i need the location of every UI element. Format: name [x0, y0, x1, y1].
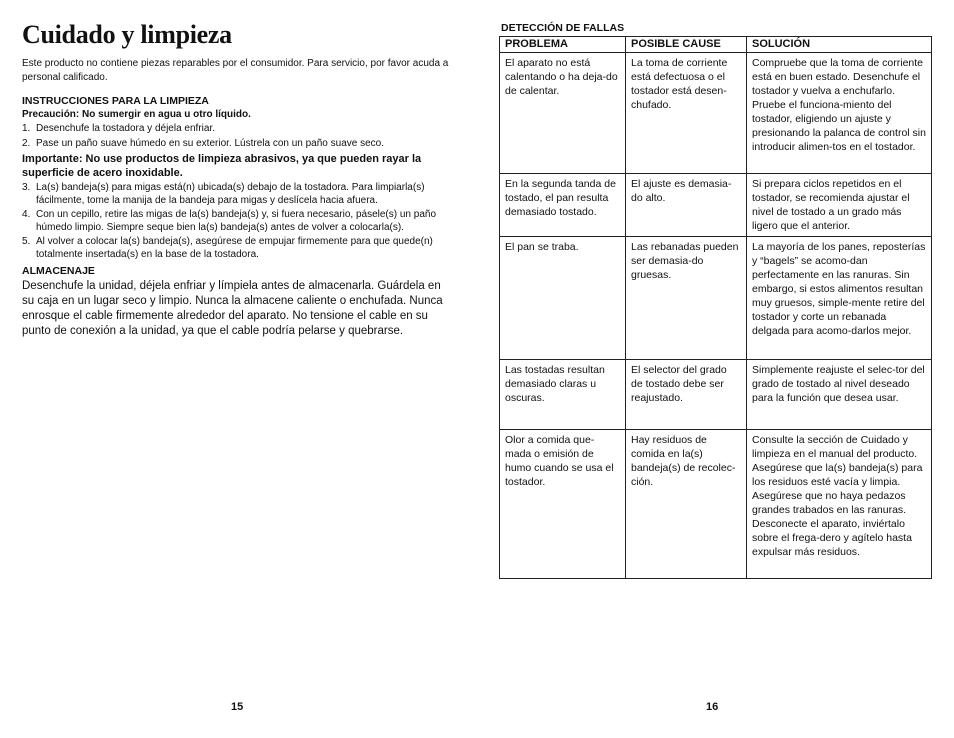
cell-cause: Las rebanadas pueden ser demasia-do gruesas.: [626, 237, 747, 360]
storage-heading: ALMACENAJE: [22, 265, 95, 277]
cell-problem: Las tostadas resultan demasiado claras u oscuras.: [500, 360, 626, 430]
cell-solution: Si prepara ciclos repetidos en el tostador, se recomienda ajustar el nivel de tostado a un grado más ligero que el anterior.: [747, 174, 932, 237]
steps-list-a: [22, 123, 454, 150]
table-row: [500, 174, 932, 237]
page-number-right: 16: [706, 701, 719, 713]
important-note: Importante: No use productos de limpieza abrasivos, ya que pueden rayar la superficie de acero inoxidable.: [22, 153, 422, 179]
cell-problem: El pan se traba.: [500, 237, 626, 360]
cell-problem: El aparato no está calentando o ha deja-do de calentar.: [500, 53, 626, 174]
left-page: [22, 20, 454, 339]
intro-text: Este producto no contiene piezas reparables por el consumidor. Para servicio, por favor acuda a personal calificado.: [22, 58, 449, 83]
page-number-left: 15: [231, 701, 244, 713]
list-item: 3. La(s) bandeja(s) para migas está(n) ubicada(s) debajo de la tostadora. Para limpiarla(s) fácilmente, tome la manija de la bandeja para migas y deslícela hacia afuera.: [22, 182, 425, 206]
list-item: 5. Al volver a colocar la(s) bandeja(s), asegúrese de empujar firmemente para que quede(n) totalmente insertada(s) en la base de la tostadora.: [22, 236, 433, 260]
troubleshooting-table: [499, 36, 932, 579]
cell-solution: La mayoría de los panes, reposterías y “bagels” se acomo-dan perfectamente en las ranuras. Sin embargo, si estos alimentos resultan muy gruesos, simple-mente retire del tostador y corte un rebanada delgada para acomo-darlos mejor.: [747, 237, 932, 360]
cell-problem: En la segunda tanda de tostado, el pan resulta demasiado tostado.: [500, 174, 626, 237]
right-page: [499, 22, 932, 579]
cell-solution: Compruebe que la toma de corriente está en buen estado. Desenchufe el tostador y vuelva a enchufarlo. Pruebe el funciona-miento del tostador, eligiendo un ajuste y presionando la palanca de control sin introducir alimen-tos en el tostador.: [747, 53, 932, 174]
cell-cause: Hay residuos de comida en la(s) bandeja(s) de recolec-ción.: [626, 430, 747, 579]
table-row: [500, 237, 932, 360]
header-solution: SOLUCIÓN: [747, 37, 932, 53]
header-problem: PROBLEMA: [500, 37, 626, 53]
page-title: Cuidado y limpieza: [22, 20, 232, 49]
steps-list-b: [22, 182, 454, 261]
table-row: [500, 360, 932, 430]
list-item: 4. Con un cepillo, retire las migas de la(s) bandeja(s) y, si fuera necesario, pásele(s) un paño húmedo limpio. Siempre seque bien la(s) bandeja(s) antes de volver a colocarla(s).: [22, 209, 437, 233]
table-header-row: [500, 37, 932, 53]
cell-cause: La toma de corriente está defectuosa o el tostador está desen-chufado.: [626, 53, 747, 174]
cell-cause: El ajuste es demasia-do alto.: [626, 174, 747, 237]
cell-solution: Consulte la sección de Cuidado y limpieza en el manual del producto. Asegúrese que la(s) bandeja(s) para los residuos esté vacía y limpia. Asegúrese que no haya pedazos grandes trabados en las ranuras. Desconecte el aparato, inviértalo sobre el frega-dero y agítelo hasta expulsar más residuos.: [747, 430, 932, 579]
cell-solution: Simplemente reajuste el selec-tor del grado de tostado al nivel deseado para la función que desea usar.: [747, 360, 932, 430]
storage-text: Desenchufe la unidad, déjela enfriar y límpiela antes de almacenarla. Guárdela en su caja en un lugar seco y limpio. Nunca la almacene caliente o enchufada. Nunca enrosque el cable firmemente alrededor del aparato. No tensione el cable en su punto de conexión a la unidad, ya que el cable podría pelarse y quebrarse.: [22, 280, 443, 337]
caution-text: Precaución: No sumergir en agua u otro líquido.: [22, 109, 251, 120]
cell-problem: Olor a comida que-mada o emisión de humo cuando se usa el tostador.: [500, 430, 626, 579]
header-cause: POSIBLE CAUSE: [626, 37, 747, 53]
troubleshooting-heading: DETECCIÓN DE FALLAS: [501, 22, 625, 34]
list-item: 2. Pase un paño suave húmedo en su exterior. Lústrela con un paño suave seco.: [22, 137, 385, 149]
cell-cause: El selector del grado de tostado debe ser reajustado.: [626, 360, 747, 430]
list-item: 1. Desenchufe la tostadora y déjela enfriar.: [22, 123, 215, 134]
table-row: [500, 430, 932, 579]
cleaning-heading: INSTRUCCIONES PARA LA LIMPIEZA: [22, 95, 209, 107]
table-row: [500, 53, 932, 174]
